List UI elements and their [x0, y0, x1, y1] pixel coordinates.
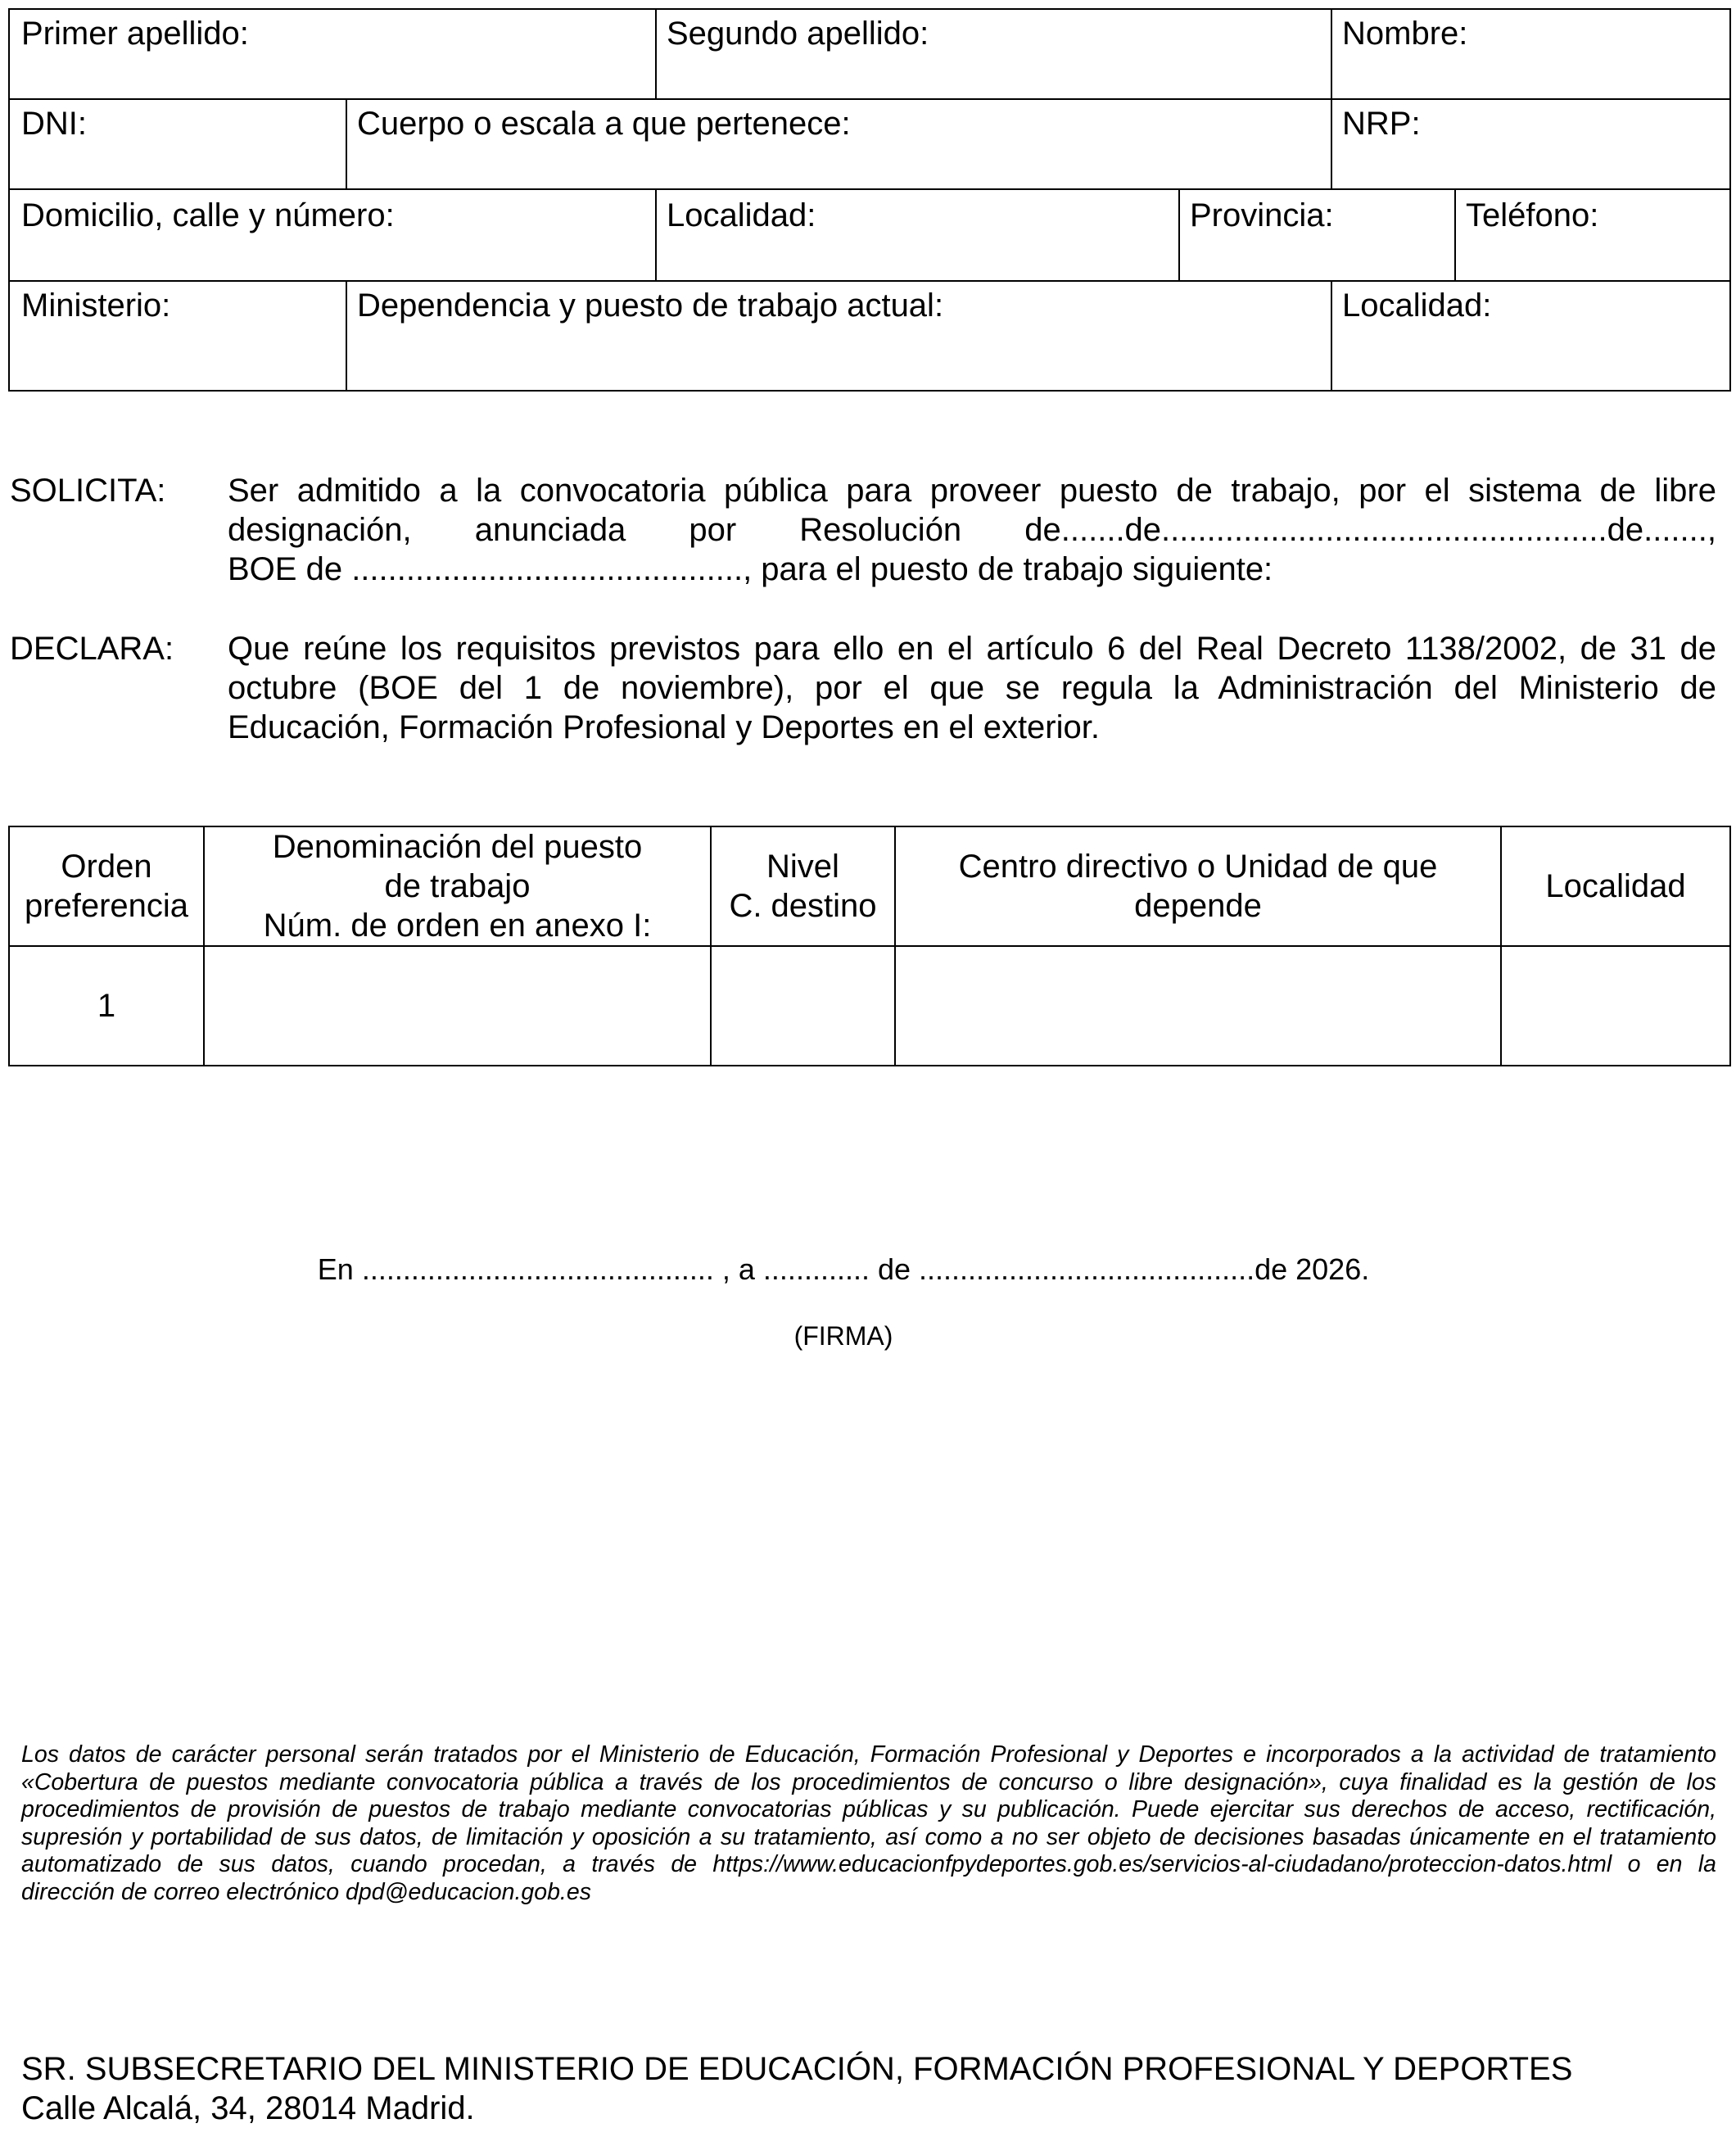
declara-line: octubre (BOE del 1 de noviembre), por el que se regula la Administración del Ministerio de [228, 670, 1716, 706]
grid-col-divider [1178, 188, 1180, 282]
grid-col-divider [655, 10, 657, 100]
field-dependencia-puesto[interactable]: Dependencia y puesto de trabajo actual: [357, 287, 944, 324]
grid-col-divider [1454, 188, 1456, 282]
field-ministerio[interactable]: Ministerio: [21, 287, 171, 324]
firma-label: (FIRMA) [793, 1321, 893, 1351]
field-cuerpo-escala[interactable]: Cuerpo o escala a que pertenece: [357, 106, 851, 142]
grid-col-divider [655, 188, 657, 282]
grid-col-divider [1331, 280, 1332, 392]
grid-row-divider [10, 280, 1729, 282]
header-localidad [1502, 827, 1729, 945]
field-dni[interactable]: DNI: [21, 106, 87, 142]
footer-addressee: SR. SUBSECRETARIO DEL MINISTERIO DE EDUCACIÓN, FORMACIÓN PROFESIONAL Y DEPORTES [21, 2051, 1573, 2087]
field-domicilio[interactable]: Domicilio, calle y número: [21, 197, 395, 233]
solicita-label: SOLICITA: [10, 473, 166, 509]
field-provincia[interactable]: Provincia: [1190, 197, 1334, 233]
grid-row-divider [10, 98, 1729, 100]
solicita-text [228, 471, 1716, 589]
header-line: C. destino [729, 888, 877, 924]
cell-denominacion[interactable] [205, 947, 710, 1065]
field-nrp[interactable]: NRP: [1342, 106, 1421, 142]
cell-centro[interactable] [896, 947, 1500, 1065]
header-line: depende [1134, 888, 1262, 924]
declara-label: DECLARA: [10, 631, 174, 667]
privacy-line: automatizado de sus datos, cuando procedan, a través de https://www.educacionfpydeportes.gob.es/servicios-al-ciudadano/proteccion-datos.html o en la [21, 1851, 1716, 1878]
personal-data-grid [8, 8, 1731, 392]
header-line: Centro directivo o Unidad de que [958, 849, 1438, 885]
field-primer-apellido[interactable]: Primer apellido: [21, 16, 249, 52]
declara-line: Que reúne los requisitos previstos para ello en el artículo 6 del Real Decreto 1138/2002, de 31 de [228, 631, 1716, 667]
header-orden-preferencia [10, 827, 203, 945]
solicita-line: Ser admitido a la convocatoria pública para proveer puesto de trabajo, por el sistema de libre [228, 473, 1716, 509]
place-date-line: En ........................................... , a ............. de .........................................de 2026. [317, 1252, 1370, 1286]
grid-col-divider [1331, 10, 1332, 100]
header-line: Orden [61, 849, 152, 885]
declara-text [228, 629, 1716, 747]
header-line: Núm. de orden en anexo I: [263, 908, 652, 944]
grid-col-divider [346, 98, 347, 190]
field-localidad[interactable]: Localidad: [667, 197, 816, 233]
grid-row-divider [10, 188, 1729, 190]
header-centro-directivo [896, 827, 1500, 945]
header-line: Denominación del puesto [272, 829, 643, 865]
cell-localidad[interactable] [1502, 947, 1729, 1065]
preference-table [8, 826, 1731, 1066]
privacy-line: Los datos de carácter personal serán tratados por el Ministerio de Educación, Formación Profesional y Deportes e incorporados a la actividad de tratamiento [21, 1741, 1716, 1768]
privacy-notice [21, 1741, 1716, 1907]
header-denominacion-puesto [205, 827, 710, 945]
footer-address: Calle Alcalá, 34, 28014 Madrid. [21, 2090, 475, 2126]
privacy-line: «Cobertura de puestos mediante convocatoria pública a través de los procedimientos de concurso o libre designación», cuya finalidad es la gestión de los [21, 1768, 1716, 1795]
field-nombre[interactable]: Nombre: [1342, 16, 1468, 52]
declara-line: Educación, Formación Profesional y Deportes en el exterior. [228, 709, 1100, 745]
field-localidad-trabajo[interactable]: Localidad: [1342, 287, 1492, 324]
header-line: Nivel [766, 849, 839, 885]
privacy-line: dirección de correo electrónico dpd@educacion.gob.es [21, 1878, 591, 1905]
header-line: de trabajo [384, 868, 531, 904]
grid-col-divider [346, 280, 347, 392]
field-segundo-apellido[interactable]: Segundo apellido: [667, 16, 929, 52]
header-line: preferencia [24, 888, 189, 924]
privacy-line: supresión y portabilidad de sus datos, de limitación y oposición a su tratamiento, así como a no ser objeto de decisiones basadas únicamente en el tratamiento [21, 1823, 1716, 1850]
cell-nivel[interactable] [712, 947, 894, 1065]
header-line: Localidad [1545, 868, 1686, 904]
solicita-line: designación, anunciada por Resolución de.......de.................................................de......., [228, 512, 1716, 548]
header-nivel-destino [712, 827, 894, 945]
cell-orden: 1 [97, 988, 116, 1024]
field-telefono[interactable]: Teléfono: [1466, 197, 1599, 233]
privacy-line: procedimientos de provisión de puestos de trabajo mediante convocatorias públicas y su publicación. Puede ejercitar sus derechos de acceso, rectificación, [21, 1796, 1716, 1823]
solicita-line: BOE de ..........................................., para el puesto de trabajo siguiente: [228, 551, 1273, 587]
grid-col-divider [1331, 98, 1332, 190]
